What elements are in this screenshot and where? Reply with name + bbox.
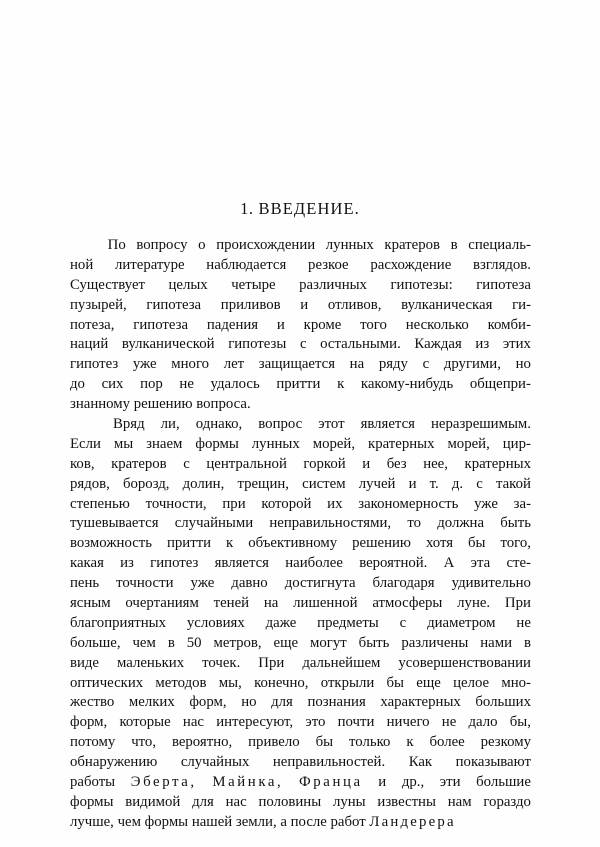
text-line: какая из гипотез является наиболее вероятной. А эта сте-	[70, 555, 531, 572]
text-line: потому что, вероятно, привело бы только к более резкому	[70, 734, 531, 751]
text-line: благоприятных условиях даже предметы с диаметром не	[70, 614, 531, 631]
text-line: больше, чем в 50 метров, еще могут быть различены нами в	[70, 634, 531, 651]
text-line: оптических методов мы, конечно, открыли бы еще целое мно-	[70, 674, 531, 691]
text-line: формы видимой для нас половины луны известны нам гораздо	[70, 793, 531, 810]
final-line-text: лучше, чем формы нашей земли, а после работ	[70, 813, 366, 830]
section-title: ВВЕДЕНИЕ.	[258, 199, 360, 218]
proper-name-franz: Франца	[298, 774, 363, 791]
text-line: ков, кратеров с центральной горкой и без нее, кратерных	[70, 455, 531, 472]
text-line: пень точности уже давно достигнута благодаря удивительно	[70, 575, 531, 592]
text-line-spaced-names: работы Эберта, Майнка, Франца и др., эти большие	[70, 773, 531, 793]
text-line: возможность притти к объективному решению хотя бы того,	[70, 535, 531, 552]
text-line: пузырей, гипотеза приливов и отливов, вулканическая ги-	[70, 296, 531, 313]
text-line: Существует целых четыре различных гипотезы: гипотеза	[70, 276, 531, 293]
proper-name-landerer: Ландерера	[369, 813, 456, 830]
text-line: виде маленьких точек. При дальнейшем усовершенствовании	[70, 654, 531, 671]
text-line: жество мелких форм, но для познания характерных больших	[70, 694, 531, 711]
paragraph-1	[70, 236, 531, 415]
text-line: рядов, борозд, долин, трещин, систем лучей и т. д. с такой	[70, 475, 531, 492]
proper-name-ebert: Эберта,	[130, 774, 197, 791]
text-line: гипотез уже много лет защищается на ряду с другими, но	[70, 356, 531, 373]
text-line: ясным очертаниям теней на лишенной атмосферы луне. При	[70, 595, 531, 612]
text-line: Если мы знаем формы лунных морей, кратерных морей, цир-	[70, 435, 531, 452]
text-line: По вопросу о происхождении лунных кратеров в специаль-	[70, 236, 531, 256]
text-line: степенью точности, при которой их закономерность уже за-	[70, 495, 531, 512]
text-line: до сих пор не удалось притти к какому-нибудь общепри-	[70, 376, 531, 393]
text-line: форм, которые нас интересуют, это почти ничего не дало бы,	[70, 714, 531, 731]
text-line: потеза, гипотеза падения и кроме того несколько комби-	[70, 316, 531, 333]
paragraph-indent	[70, 415, 97, 435]
body-text	[70, 236, 531, 833]
paragraph-indent	[70, 236, 97, 256]
paragraph-2	[70, 415, 531, 833]
text-line: наций вулканической гипотезы с остальными. Каждая из этих	[70, 336, 531, 353]
text-line: тушевывается случайными неправильностями, то должна быть	[70, 515, 531, 532]
section-number: 1.	[240, 199, 254, 218]
text-line: знанному решению вопроса.	[70, 396, 251, 413]
section-heading	[0, 199, 600, 219]
proper-name-maink: Майнка,	[212, 774, 284, 791]
text-line: ной литературе наблюдается резкое расхождение взглядов.	[70, 256, 531, 273]
text-line: обнаружению случайных неправильностей. Как показывают	[70, 754, 531, 771]
text-line: Вряд ли, однако, вопрос этот является неразрешимым.	[70, 415, 531, 435]
text-line-final	[70, 813, 531, 833]
